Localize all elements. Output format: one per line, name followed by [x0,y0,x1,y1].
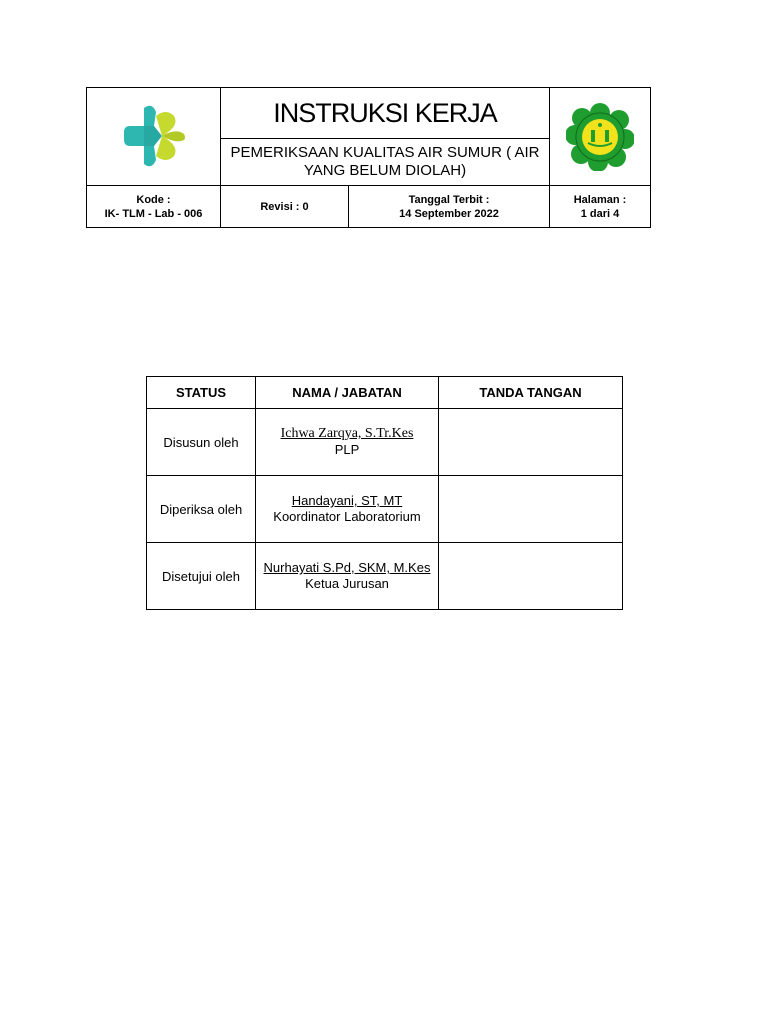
person-name: Handayani, ST, MT [291,493,403,508]
revisi-cell: Revisi : 0 [221,186,349,228]
header-status: STATUS [147,377,256,409]
subtitle-line-2: YANG BELUM DIOLAH) [303,162,467,179]
left-logo-cell [87,88,221,186]
tanggal-cell [349,186,550,228]
name-cell [256,543,439,610]
header-name: NAMA / JABATAN [256,377,439,409]
kemenkes-logo-icon [122,104,186,170]
tanggal-label: Tanggal Terbit : [408,193,490,206]
kode-value: IK- TLM - Lab - 006 [104,207,203,220]
approval-row [147,409,623,476]
person-name: Nurhayati S.Pd, SKM, M.Kes [263,560,431,575]
approval-table [146,376,623,610]
approval-row [147,476,623,543]
right-logo-cell [550,88,651,186]
document-title: INSTRUKSI KERJA [221,88,550,139]
status-cell: Disusun oleh [147,409,256,476]
kode-label: Kode : [136,193,171,206]
tanggal-value: 14 September 2022 [399,207,499,220]
halaman-label: Halaman : [573,193,627,206]
halaman-cell [550,186,651,228]
status-cell: Diperiksa oleh [147,476,256,543]
document-subtitle [221,139,550,186]
person-role: Koordinator Laboratorium [273,509,421,524]
name-cell [256,476,439,543]
approval-header-row [147,377,623,409]
kode-cell [87,186,221,228]
name-cell [256,409,439,476]
signature-cell [439,476,623,543]
person-role: Ketua Jurusan [305,576,389,591]
halaman-value: 1 dari 4 [580,207,620,220]
signature-cell [439,409,623,476]
institution-seal-icon [566,103,634,171]
person-role: PLP [334,442,360,457]
approval-row [147,543,623,610]
subtitle-line-1: PEMERIKSAAN KUALITAS AIR SUMUR ( AIR [230,144,540,161]
status-cell: Disetujui oleh [147,543,256,610]
header-signature: TANDA TANGAN [439,377,623,409]
signature-cell [439,543,623,610]
person-name: Ichwa Zarqya, S.Tr.Kes [280,426,414,441]
document-header-table [86,87,651,228]
